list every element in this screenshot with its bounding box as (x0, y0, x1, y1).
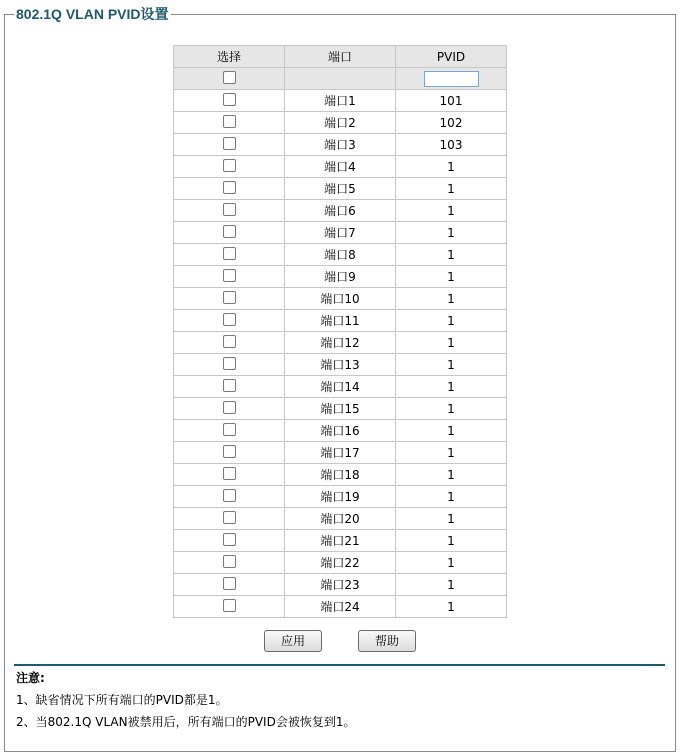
column-header-pvid: PVID (396, 46, 507, 68)
port-name-cell: 端口6 (285, 200, 396, 222)
batch-pvid-input[interactable] (424, 71, 479, 87)
table-row (174, 486, 507, 508)
table-row (174, 354, 507, 376)
row-select-checkbox[interactable] (223, 401, 236, 414)
port-name-cell: 端口22 (285, 552, 396, 574)
select-all-checkbox[interactable] (223, 71, 236, 84)
port-name-cell: 端口20 (285, 508, 396, 530)
port-name-cell: 端口11 (285, 310, 396, 332)
port-name-cell: 端口9 (285, 266, 396, 288)
pvid-value-cell: 1 (396, 530, 507, 552)
row-select-checkbox[interactable] (223, 533, 236, 546)
port-name-cell: 端口16 (285, 420, 396, 442)
column-header-port: 端口 (285, 46, 396, 68)
table-row (174, 266, 507, 288)
notes-title: 注意: (16, 671, 45, 685)
row-select-checkbox[interactable] (223, 269, 236, 282)
section-title: 802.1Q VLAN PVID设置 (16, 6, 169, 22)
pvid-value-cell: 1 (396, 156, 507, 178)
row-select-checkbox[interactable] (223, 225, 236, 238)
row-select-checkbox[interactable] (223, 599, 236, 612)
pvid-value-cell: 1 (396, 288, 507, 310)
port-name-cell: 端口15 (285, 398, 396, 420)
port-name-cell: 端口14 (285, 376, 396, 398)
row-select-checkbox[interactable] (223, 313, 236, 326)
table-row (174, 552, 507, 574)
help-button[interactable]: 帮助 (358, 630, 416, 652)
notes-divider (14, 664, 665, 666)
port-name-cell: 端口4 (285, 156, 396, 178)
row-select-checkbox[interactable] (223, 137, 236, 150)
note-line-2: 2、当802.1Q VLAN被禁用后，所有端口的PVID会被恢复到1。 (16, 715, 356, 729)
pvid-value-cell: 1 (396, 332, 507, 354)
pvid-value-cell: 1 (396, 200, 507, 222)
row-select-checkbox[interactable] (223, 247, 236, 260)
pvid-value-cell: 1 (396, 464, 507, 486)
table-row (174, 134, 507, 156)
table-row (174, 464, 507, 486)
pvid-value-cell: 1 (396, 486, 507, 508)
table-row (174, 508, 507, 530)
pvid-value-cell: 1 (396, 222, 507, 244)
row-select-checkbox[interactable] (223, 357, 236, 370)
pvid-value-cell: 102 (396, 112, 507, 134)
port-name-cell: 端口17 (285, 442, 396, 464)
port-name-cell: 端口3 (285, 134, 396, 156)
port-name-cell: 端口5 (285, 178, 396, 200)
row-select-checkbox[interactable] (223, 577, 236, 590)
table-row (174, 332, 507, 354)
table-row (174, 574, 507, 596)
port-name-cell: 端口23 (285, 574, 396, 596)
row-select-checkbox[interactable] (223, 467, 236, 480)
table-row (174, 200, 507, 222)
table-row (174, 288, 507, 310)
pvid-value-cell: 1 (396, 442, 507, 464)
row-select-checkbox[interactable] (223, 291, 236, 304)
port-name-cell: 端口21 (285, 530, 396, 552)
pvid-value-cell: 101 (396, 90, 507, 112)
port-name-cell: 端口8 (285, 244, 396, 266)
row-select-checkbox[interactable] (223, 489, 236, 502)
row-select-checkbox[interactable] (223, 379, 236, 392)
pvid-value-cell: 1 (396, 244, 507, 266)
port-name-cell: 端口7 (285, 222, 396, 244)
pvid-value-cell: 1 (396, 574, 507, 596)
row-select-checkbox[interactable] (223, 93, 236, 106)
port-name-cell: 端口10 (285, 288, 396, 310)
table-row (174, 178, 507, 200)
pvid-value-cell: 1 (396, 310, 507, 332)
table-row (174, 442, 507, 464)
pvid-table (173, 45, 507, 618)
row-select-checkbox[interactable] (223, 423, 236, 436)
table-row (174, 376, 507, 398)
row-select-checkbox[interactable] (223, 511, 236, 524)
table-row (174, 112, 507, 134)
table-header-row (174, 46, 507, 68)
pvid-value-cell: 103 (396, 134, 507, 156)
table-row (174, 244, 507, 266)
apply-button[interactable]: 应用 (264, 630, 322, 652)
pvid-value-cell: 1 (396, 354, 507, 376)
column-header-select: 选择 (174, 46, 285, 68)
row-select-checkbox[interactable] (223, 445, 236, 458)
port-name-cell: 端口12 (285, 332, 396, 354)
port-name-cell: 端口2 (285, 112, 396, 134)
table-row (174, 90, 507, 112)
table-row (174, 222, 507, 244)
pvid-value-cell: 1 (396, 376, 507, 398)
pvid-value-cell: 1 (396, 178, 507, 200)
row-select-checkbox[interactable] (223, 159, 236, 172)
pvid-value-cell: 1 (396, 266, 507, 288)
port-name-cell: 端口24 (285, 596, 396, 618)
pvid-value-cell: 1 (396, 552, 507, 574)
table-row (174, 398, 507, 420)
table-row (174, 530, 507, 552)
table-row (174, 310, 507, 332)
table-row (174, 156, 507, 178)
row-select-checkbox[interactable] (223, 203, 236, 216)
table-row (174, 596, 507, 618)
port-name-cell: 端口19 (285, 486, 396, 508)
row-select-checkbox[interactable] (223, 555, 236, 568)
pvid-value-cell: 1 (396, 398, 507, 420)
table-row (174, 420, 507, 442)
pvid-value-cell: 1 (396, 420, 507, 442)
row-select-checkbox[interactable] (223, 335, 236, 348)
row-select-checkbox[interactable] (223, 181, 236, 194)
batch-edit-row (174, 68, 507, 90)
port-name-cell: 端口13 (285, 354, 396, 376)
port-name-cell: 端口18 (285, 464, 396, 486)
port-name-cell: 端口1 (285, 90, 396, 112)
pvid-value-cell: 1 (396, 596, 507, 618)
row-select-checkbox[interactable] (223, 115, 236, 128)
note-line-1: 1、缺省情况下所有端口的PVID都是1。 (16, 693, 228, 707)
pvid-value-cell: 1 (396, 508, 507, 530)
